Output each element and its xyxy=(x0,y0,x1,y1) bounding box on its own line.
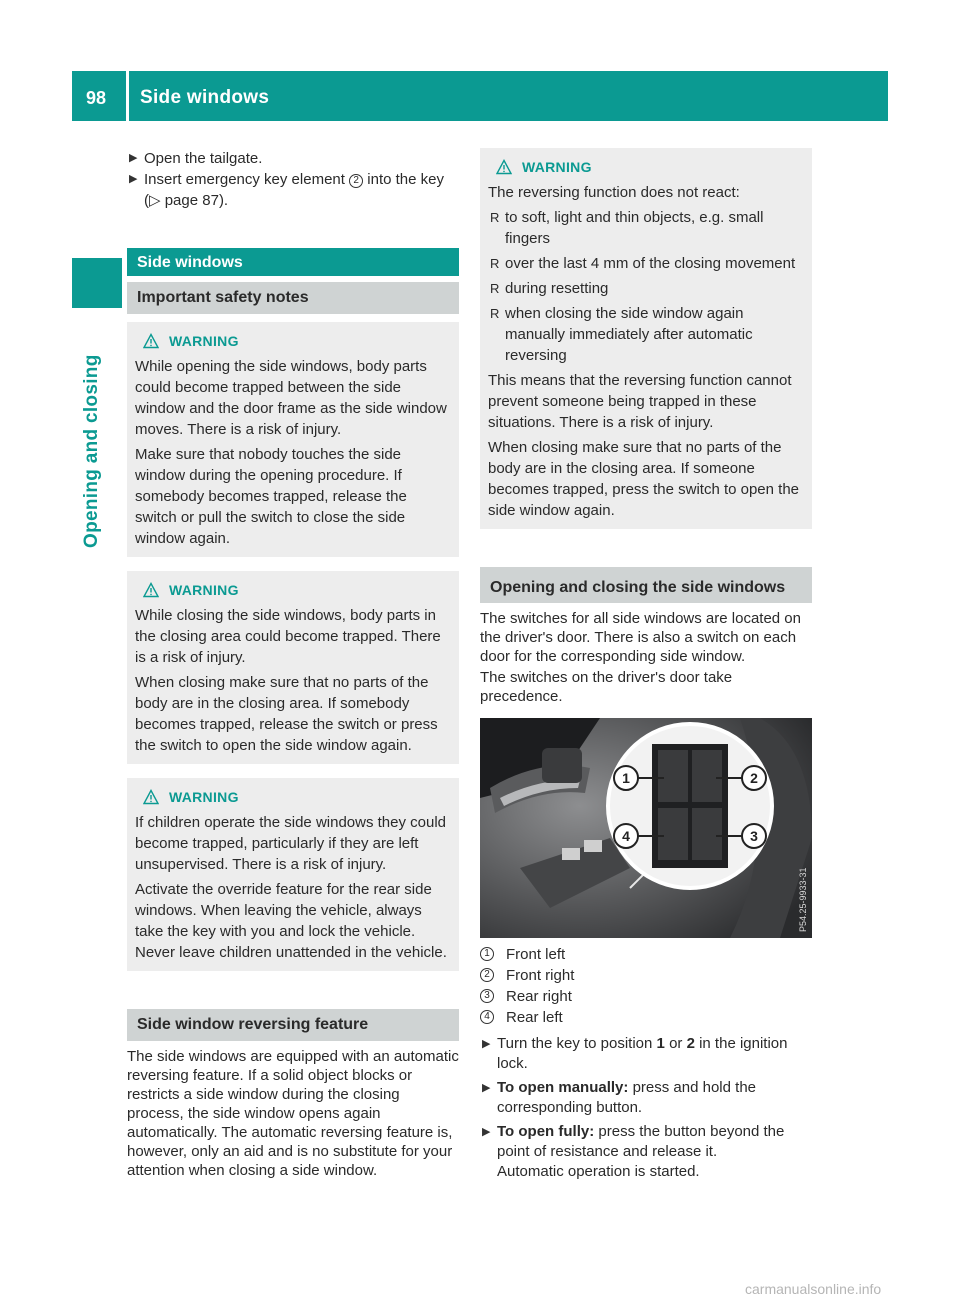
warning-bullet: R during resetting xyxy=(490,280,609,297)
left-column xyxy=(127,148,459,1180)
reversing-text: The side windows are equipped with an automatic reversing feature. If a solid object blocks or restricts a side window during the closing process, the side window opens again automatically. The automatic reversing feature is, however, only an aid and is no substitute for your attention when closing a side window. xyxy=(127,1048,459,1179)
warning-box-4 xyxy=(480,148,812,529)
subsection-heading-reversing: Side window reversing feature xyxy=(127,1009,459,1041)
chapter-tab xyxy=(72,258,122,308)
intro-text: The switches for all side windows are located on the driver's door. There is also a switch on each door for the corresponding side window. xyxy=(480,610,801,665)
warning-header: WARNING xyxy=(135,330,451,352)
header-divider xyxy=(126,71,129,121)
marker-icon: 4 xyxy=(480,1010,494,1024)
bullet-icon: R xyxy=(490,256,500,271)
arrow-icon: ▶ xyxy=(129,173,138,185)
warning-box-1 xyxy=(127,322,459,557)
photo-marker: 3 xyxy=(750,828,758,844)
warning-bullet: R over the last 4 mm of the closing movement xyxy=(490,255,796,272)
warning-text: If children operate the side windows they could become trapped, particularly if they are left unsupervised. There is a risk of injury. xyxy=(135,814,447,873)
marker-icon: 2 xyxy=(349,174,363,188)
step-open-manually: ▶ To open manually: press and hold the corresponding button. xyxy=(482,1079,756,1116)
legend-list xyxy=(480,944,812,1028)
warning-text: Make sure that nobody touches the side window during the opening procedure. If somebody becomes trapped, release the switch or pull the switch to close the side window again. xyxy=(135,446,407,547)
intro-text: The switches on the driver's door take precedence. xyxy=(480,669,733,705)
marker-icon: 2 xyxy=(480,968,494,982)
bullet-icon: R xyxy=(490,281,500,296)
warning-triangle-icon xyxy=(143,582,159,598)
warning-header: WARNING xyxy=(488,156,804,178)
section-heading-side-windows: Side windows xyxy=(127,248,459,276)
warning-bullet: R to soft, light and thin objects, e.g. small fingers xyxy=(490,209,764,247)
step-open-fully: ▶ To open fully: press the button beyond the point of resistance and release it. Automatic operation is started. xyxy=(482,1123,785,1180)
photo-marker: 1 xyxy=(622,770,630,786)
right-column xyxy=(480,148,812,1182)
step-insert-key: ▶ Insert emergency key element 2 into the key (▷ page 87). xyxy=(129,171,444,209)
arrow-icon: ▶ xyxy=(482,1126,491,1138)
photo-marker: 4 xyxy=(622,828,630,844)
warning-text: While opening the side windows, body parts could become trapped between the side window and the door frame as the side window moves. There is a risk of injury. xyxy=(135,358,447,438)
warning-triangle-icon xyxy=(143,333,159,349)
bullet-icon: R xyxy=(490,210,500,225)
subsection-heading-safety: Important safety notes xyxy=(127,282,459,314)
marker-icon: 3 xyxy=(480,989,494,1003)
page-number: 98 xyxy=(86,88,107,108)
warning-text: While closing the side windows, body parts in the closing area could become trapped. There is a risk of injury. xyxy=(135,607,441,666)
photo-code: P54.25-9933-31 xyxy=(798,867,808,932)
step-turn-key: ▶ Turn the key to position 1 or 2 in the ignition lock. xyxy=(482,1035,788,1072)
door-switch-photo xyxy=(480,718,812,938)
warning-header: WARNING xyxy=(135,786,451,808)
legend-item: 3 Rear right xyxy=(480,986,812,1007)
page-header xyxy=(72,71,888,121)
warning-box-3 xyxy=(127,778,459,971)
arrow-icon: ▶ xyxy=(482,1038,491,1050)
warning-text: When closing make sure that no parts of the body are in the closing area. If somebody becomes trapped, release the switch or press the switch to open the side window again. xyxy=(135,674,438,754)
warning-triangle-icon xyxy=(143,789,159,805)
page-ref-arrow-icon: ▷ xyxy=(149,192,161,209)
marker-icon: 1 xyxy=(480,947,494,961)
watermark: carmanualsonline.info xyxy=(745,1281,882,1297)
door-switch-illustration xyxy=(480,718,812,938)
legend-item: 1 Front left xyxy=(480,944,812,965)
arrow-icon: ▶ xyxy=(129,152,138,164)
header-title: Side windows xyxy=(140,87,270,108)
page-ref-link[interactable]: page 87). xyxy=(164,192,229,209)
step-open-tailgate: ▶ Open the tailgate. xyxy=(129,150,263,167)
arrow-icon: ▶ xyxy=(482,1082,491,1094)
warning-intro: The reversing function does not react: xyxy=(488,184,740,201)
photo-marker: 2 xyxy=(750,770,758,786)
legend-item: 2 Front right xyxy=(480,965,812,986)
warning-text: Activate the override feature for the rear side windows. When leaving the vehicle, always take the key with you and lock the vehicle. Never leave children unattended in the vehicle. xyxy=(135,881,447,961)
warning-triangle-icon xyxy=(496,159,512,175)
section-heading-opening-closing: Opening and closing the side windows xyxy=(480,567,812,603)
warning-text: When closing make sure that no parts of the body are in the closing area. If someone becomes trapped, press the switch to open the side window again. xyxy=(488,439,800,519)
warning-box-2 xyxy=(127,571,459,764)
bullet-icon: R xyxy=(490,306,500,321)
warning-header: WARNING xyxy=(135,579,451,601)
legend-item: 4 Rear left xyxy=(480,1007,812,1028)
warning-bullet: R when closing the side window again manually immediately after automatic reversing xyxy=(490,305,753,364)
warning-text: This means that the reversing function cannot prevent someone being trapped in these situations. There is a risk of injury. xyxy=(488,372,792,431)
chapter-label: Opening and closing xyxy=(81,354,102,548)
